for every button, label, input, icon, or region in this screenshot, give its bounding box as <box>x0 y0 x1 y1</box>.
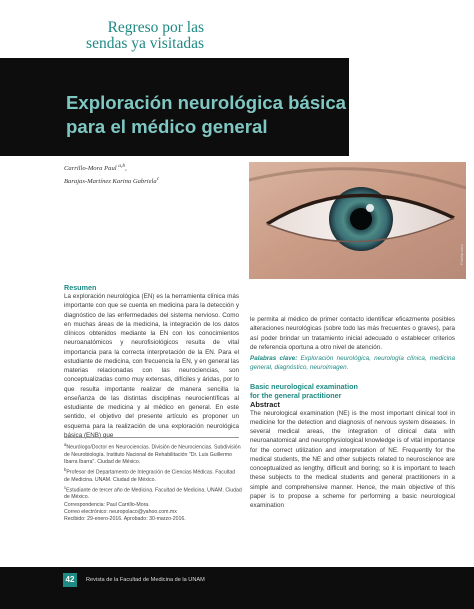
footnote-b: $^b$Profesor del Departamento de Integración de Ciencias Médicas. Facultad de Medicina. UNAM. Ciudad de México. <box>64 466 236 483</box>
abstract-paragraph: The neurological examination (NE) is the most important clinical tool in medicine for the detection and diagnosis of nervous system diseases. In several medical areas, the integration of clinical data with neuroanatomical and neurophysiological knowledge is of vital importance for the correct utilization and interpretation of NE. Frequently for the medical students, the NE and other subjects related to neuroscience are conceptualized as lengthy, difficult and boring; so it is important to teach these subjects to the medical students and general practitioners in a simple and comprehensive manner. Hence, the main objective of this paper is to propose a scheme for performing a basic neurological examination <box>250 409 455 509</box>
right-column <box>250 315 455 510</box>
author-1-affiliation: a,b <box>118 163 126 169</box>
author-1-name: Carrillo-Mora Paul <box>64 165 117 173</box>
article-title-line1: Exploración neurológica básica <box>66 92 347 113</box>
section-header <box>64 20 204 52</box>
author-2 <box>64 174 159 187</box>
eye-photo <box>249 162 466 279</box>
section-header-line1: Regreso por las <box>107 19 204 36</box>
footnote-a-text: Neurólogo/Doctor en Neurociencias. División de Neurociencias. Subdivisión de Neurobiología. Instituto Nacional de Rehabilitación "Dr. Luis Guillermo Ibarra Ibarra". Ciudad de México. <box>64 444 241 465</box>
abstract-heading-line1: Basic neurological examination <box>250 381 358 391</box>
footnote-correspondence: Correspondencia: Paul Carrillo-Mora. <box>64 501 150 508</box>
resumen-heading: Resumen <box>64 283 97 292</box>
footnotes <box>64 441 242 523</box>
abstract-label: Abstract <box>250 399 280 409</box>
keywords-text: Exploración neurológica, neurología clínica, medicina general, diagnóstico, neuroimagen. <box>250 355 455 372</box>
resumen-paragraph-continued: le permita al médico de primer contacto identificar eficazmente posibles alteraciones neurológicas (sobre todo las más frecuentes o graves), para así poder brindar un tratamiento inicial adecuado o establecer criterios de referencia oportuna a otro nivel de atención. <box>250 316 455 351</box>
author-1: Carrillo-Mora Paul $^{a,b}$, <box>64 163 127 173</box>
article-title <box>66 91 356 139</box>
photo-credit: Fotolia.com <box>459 244 464 265</box>
page-number: 42 <box>63 573 77 587</box>
keywords-label: Palabras clave: <box>250 355 298 362</box>
resumen-column <box>64 283 239 440</box>
section-header-line2: sendas ya visitadas <box>86 35 204 52</box>
footnote-c-text: Estudiante de tercer año de Medicina. Facultad de Medicina. UNAM. Ciudad de México. <box>64 487 242 501</box>
journal-name: Revista de la Facultad de Medicina de la UNAM <box>86 577 205 583</box>
footnote-email: Correo electrónico: neuropolaco@yahoo.com.mx <box>64 508 177 515</box>
eye-illustration <box>249 162 466 279</box>
authors <box>64 161 159 187</box>
keywords <box>250 354 455 373</box>
author-2-name: Barajas-Martínez Karina Gabriela <box>64 178 157 186</box>
footnote-b-text: Profesor del Departamento de Integración de Ciencias Médicas. Facultad de Medicina. UNAM. Ciudad de México. <box>64 469 236 483</box>
footnote-dates: Recibido: 29-enero-2016. Aprobado: 30-marzo-2016. <box>64 515 186 522</box>
article-title-line2: para el médico general <box>66 116 268 137</box>
footnote-c: $^c$Estudiante de tercer año de Medicina. Facultad de Medicina. UNAM. Ciudad de México. <box>64 484 242 501</box>
footnote-divider <box>64 437 239 438</box>
footnote-a: $^a$Neurólogo/Doctor en Neurociencias. División de Neurociencias. Subdivisión de Neurobiología. Instituto Nacional de Rehabilitación "Dr. Luis Guillermo Ibarra Ibarra". Ciudad de México. <box>64 442 241 465</box>
resumen-paragraph: La exploración neurológica (EN) es la herramienta clínica más importante con que se cuenta en medicina para la detección y diagnóstico de las enfermedades del sistema nervioso. Como en muchas áreas de la medicina, la integración de los datos clínicos obtenidos mediante la EN con los conocimientos neuroanatómicos y neurofisiológicos resulta de vital importancia para la correcta interpretación de la EN. Para el estudiante de medicina, con frecuencia la EN, y en general las materias relacionadas con las neurociencias, son conceptualizadas como muy extensas, difíciles y áridas, por lo que resulta importante realizar de manera sencilla la enseñanza de las distintas disciplinas neurocientíficas al estudiante de medicina y al médico en general. En este sentido, el objetivo del presente artículo es proponer un esquema para la realización de una exploración neurológica básica (ENB) que <box>64 293 239 439</box>
abstract-heading-line2: for the general practitioner <box>250 390 342 400</box>
author-2-affiliation: c <box>156 176 160 183</box>
